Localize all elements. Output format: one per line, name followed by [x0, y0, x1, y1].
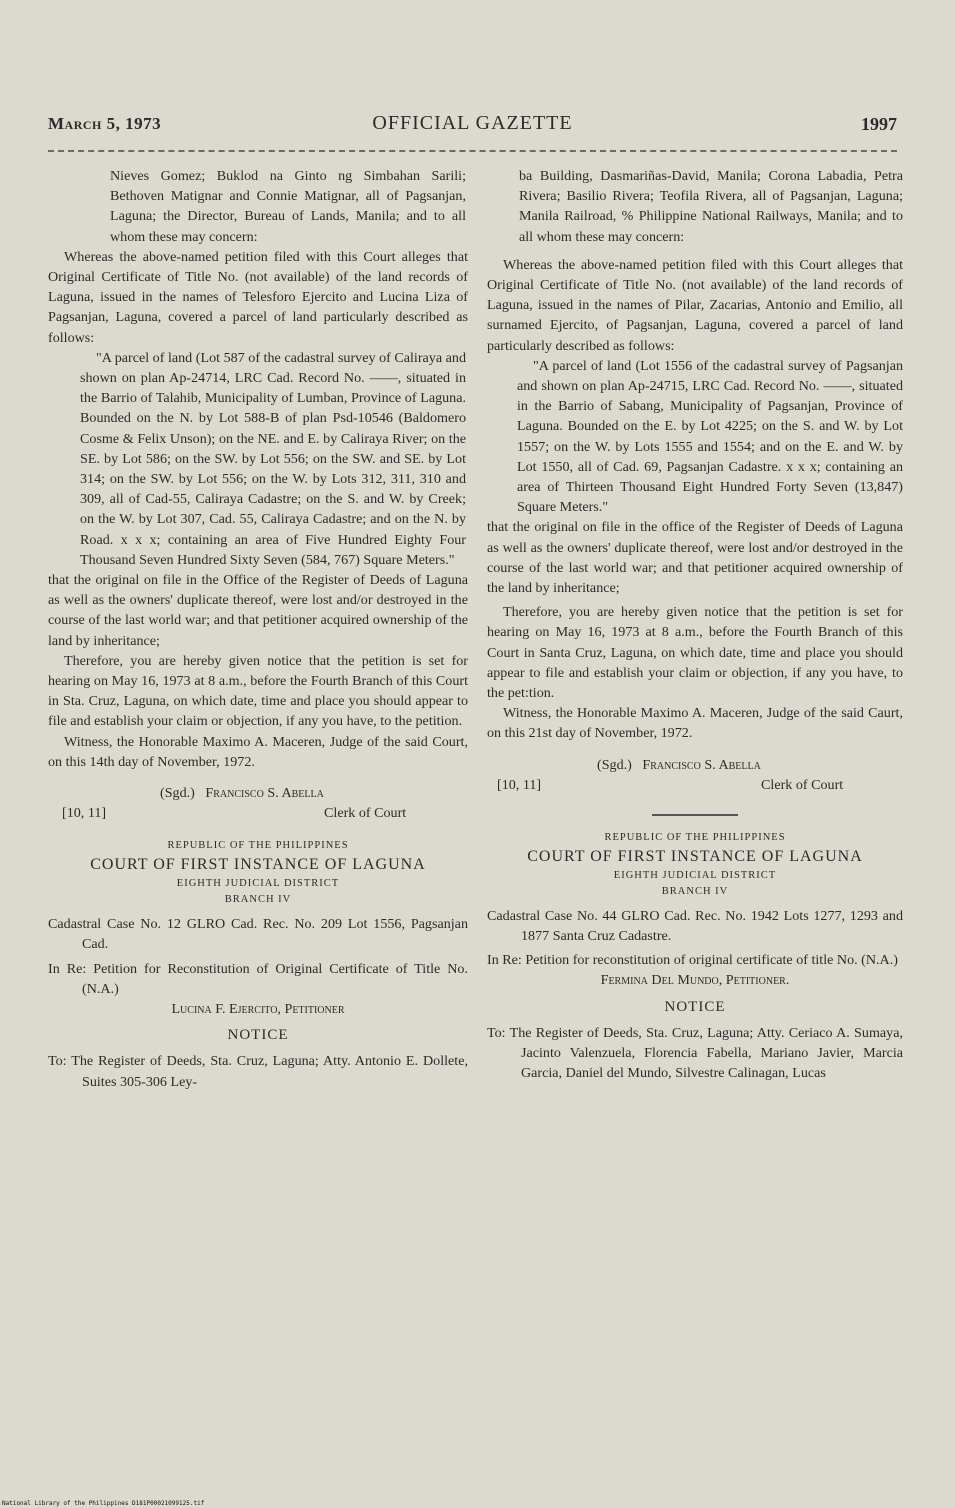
- left-notice2-in-re: In Re: Petition for Reconstitution of Original Certificate of Title No. (N.A.): [48, 960, 468, 997]
- header-rule: [48, 150, 897, 152]
- right-parcel-description: "A parcel of land (Lot 1556 of the cadastral survey of Pagsanjan and shown on plan Ap-24715, LRC Cad. Record No. ——, situated in the Barrio of Sabang, Municipality of Pagsanjan, Province of Laguna. Bounded on the E. by Lot 4225; on the S. and W. by Lot 1557; on the W. by Lots 1555 and 1554; and on the E. and W. by Lot 1550, all of Cad. 69, Pagsanjan Cadastre. x x x; containing an area of Thirteen Thousand Eight Hundred Forty Seven (13,847) Square Meters.": [517, 357, 903, 516]
- left-whereas-paragraph: Whereas the above-named petition filed with this Court alleges that Original Certificate of Title No. (not available) of the land records of Laguna, issued in the names of Telesforo Ejercito and Lucina Liza of Pagsanjan, Laguna, covered a parcel of land particularly described as follows:: [48, 248, 468, 346]
- left-sgd-label: (Sgd.): [160, 785, 195, 802]
- left-notice2-branch: BRANCH IV: [224, 894, 292, 906]
- header-title: OFFICIAL GAZETTE: [372, 112, 573, 134]
- right-notice2-in-re: In Re: Petition for reconstitution of original certificate of title No. (N.A.): [487, 952, 898, 969]
- left-column: [48, 166, 468, 1092]
- right-therefore-paragraph: Therefore, you are hereby given notice that the petition is set for hearing on May 16, 1973 at 8 a.m., before the Fourth Branch of this Court in Santa Cruz, Laguna, on which date, time and place you should appear to file and establish your claim or objection, if any you have, to the pet:tion.: [487, 604, 903, 702]
- right-signature-block: [487, 755, 903, 796]
- right-addressee-continued: ba Building, Dasmariñas-David, Manila; Corona Labadia, Petra Rivera; Basilio Rivera; Teofila Rivera, all of Pagsanjan, Laguna; Manila Railroad, % Philippine National Railways, Manila; and to all whom these may concern:: [519, 168, 903, 245]
- header-page-number: 1997: [861, 114, 897, 134]
- left-clerk-title: Clerk of Court: [324, 805, 407, 822]
- right-column: [487, 166, 903, 1083]
- right-witness-paragraph: Witness, the Honorable Maximo A. Maceren, Judge of the said Caurt, on this 21st day of November, 1972.: [487, 705, 903, 742]
- left-notice2-court: COURT OF FIRST INSTANCE OF LAGUNA: [90, 856, 426, 874]
- left-notice2-petitioner: Lucina F. Ejercito, Petitioner: [171, 1000, 345, 1017]
- left-notice2-to: To: The Register of Deeds, Sta. Cruz, Laguna; Atty. Antonio E. Dollete, Suites 305-306 Ley-: [48, 1053, 468, 1090]
- right-sgd-label: (Sgd.): [597, 756, 632, 773]
- left-witness-paragraph: Witness, the Honorable Maximo A. Maceren, Judge of the said Court, on this 14th day of November, 1972.: [48, 733, 468, 770]
- right-notice2-district: EIGHTH JUDICIAL DISTRICT: [613, 869, 777, 881]
- left-notice2-case: Cadastral Case No. 12 GLRO Cad. Rec. No. 209 Lot 1556, Pagsanjan Cad.: [48, 916, 468, 953]
- page-header: [48, 114, 897, 140]
- right-notice2-case: Cadastral Case No. 44 GLRO Cad. Rec. No. 1942 Lots 1277, 1293 and 1877 Santa Cruz Cadastre.: [487, 907, 903, 944]
- right-clerk-title: Clerk of Court: [761, 776, 844, 793]
- scan-footer: National Library of the Philippines D181P00021099125.tif: [2, 1500, 205, 1507]
- right-whereas-paragraph: Whereas the above-named petition filed with this Court alleges that Original Certificate of Title No. (not available) of the land records of Laguna, issued in the names of Pilar, Zacarias, Antonio and Emilio, all surnamed Ejercito, of Pagsanjan, Laguna, covered a parcel of land particularly described as follows:: [487, 256, 903, 354]
- right-notice2-branch: BRANCH IV: [661, 885, 729, 897]
- left-therefore-paragraph: Therefore, you are hereby given notice that the petition is set for hearing on May 16, 1973 at 8 a.m., before the Fourth Branch of this Court in Sta. Cruz, Laguna, on which date, time and place you should appear to file and establish your claim or objection, if any you have, to the petition.: [48, 652, 468, 730]
- right-signatory-name: Francisco S. Abella: [642, 756, 761, 773]
- right-original-lost-paragraph: that the original on file in the office of the Register of Deeds of Laguna as well as the owners' duplicate thereof, were lost and/or destroyed in the course of the last world war; and that petitioner acquired ownership of the land by inheritance;: [487, 519, 903, 597]
- right-separator-rule: [652, 814, 738, 816]
- right-notice2-republic: REPUBLIC OF THE PHILIPPINES: [604, 831, 786, 843]
- left-ref-number: [10, 11]: [62, 805, 107, 822]
- left-notice2-republic: REPUBLIC OF THE PHILIPPINES: [167, 840, 349, 852]
- left-signatory-name: Francisco S. Abella: [205, 785, 324, 802]
- right-ref-number: [10, 11]: [497, 776, 542, 793]
- left-parcel-description: "A parcel of land (Lot 587 of the cadastral survey of Caliraya and shown on plan Ap-24714, LRC Cad. Record No. ——, situated in the Barrio of Talahib, Municipality of Lumban, Province of Laguna. Bounded on the N. by Lot 588-B of plan Psd-10546 (Baldomero Cosme & Felix Unson); on the NE. and E. by Caliraya River; on the SE. by Lot 586; on the SW. by Lot 556; on the SW. and SE. by Lot 314; on the SW. by Lot 556; on the W. by Lots 312, 311, 310 and 309, all of Cad-55, Caliraya Cadastre; on the S. and W. by Creek; on the W. by Lot 307, Cad. 55, Caliraya Cadastre; and on the N. by Road. x x x; containing an area of Five Hundred Eighty Four Thousand Seven Hundred Sixty Seven (584, 767) Square Meters.": [80, 349, 466, 568]
- right-notice2-to: To: The Register of Deeds, Sta. Cruz, Laguna; Atty. Ceriaco A. Sumaya, Jacinto Valenzuela, Florencia Fabella, Mariano Javier, Marcia Garcia, Daniel del Mundo, Silvestre Calinagan, Lucas: [487, 1024, 903, 1082]
- right-notice2-petitioner: Fermina Del Mundo, Petitioner.: [600, 972, 790, 989]
- left-addressee-continued: Nieves Gomez; Buklod na Ginto ng Simbahan Sarili; Bethoven Matignar and Connie Matignar, all of Pagsanjan, Laguna; the Director, Bureau of Lands, Manila; and to all whom these may concern:: [110, 168, 466, 245]
- right-notice2-label: NOTICE: [664, 998, 726, 1015]
- left-original-lost-paragraph: that the original on file in the Office of the Register of Deeds of Laguna as well as the owners' duplicate thereof, were lost and/or destroyed in the course of the last world war; and that petitioner acquired ownership of the land by inheritance;: [48, 572, 468, 649]
- left-notice2-district: EIGHTH JUDICIAL DISTRICT: [176, 878, 340, 890]
- right-notice2-court: COURT OF FIRST INSTANCE OF LAGUNA: [527, 847, 863, 865]
- left-signature-block: [48, 783, 468, 824]
- header-date: March 5, 1973: [48, 114, 162, 133]
- left-notice2-label: NOTICE: [227, 1027, 289, 1044]
